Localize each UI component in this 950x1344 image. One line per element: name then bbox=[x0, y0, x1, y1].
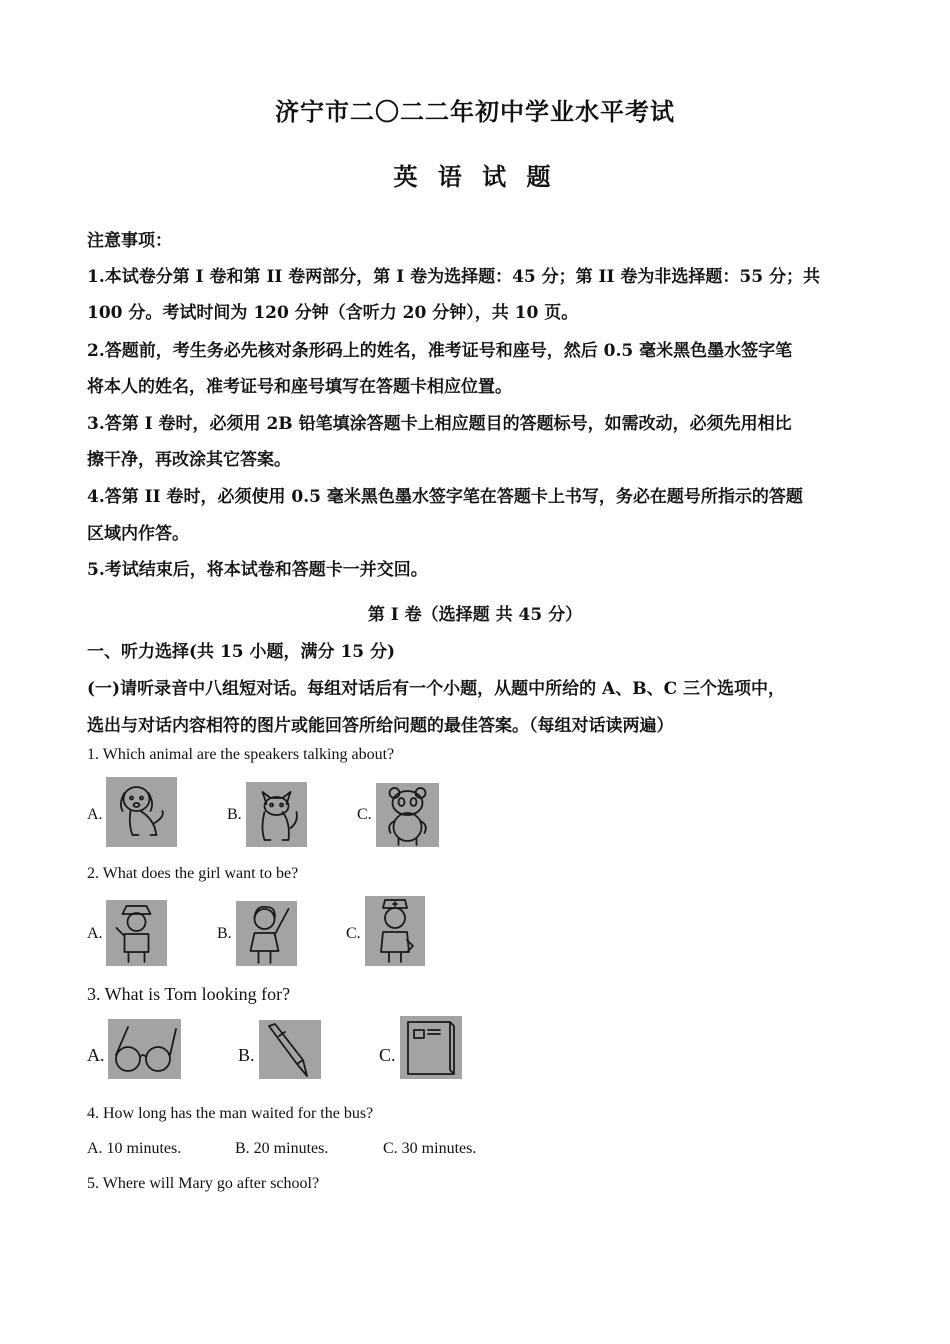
dog-icon bbox=[106, 777, 177, 847]
exam-title: 济宁市二〇二二年初中学业水平考试 bbox=[275, 97, 675, 126]
question-2-text: 2. What does the girl want to be? bbox=[87, 865, 299, 882]
option-label: C. bbox=[357, 806, 372, 823]
note-line: 4.答第 II 卷时，必须使用 0.5 毫米黑色墨水签字笔在答题卡上书写，务必在题号所指示的答题 bbox=[87, 487, 803, 507]
nurse-icon bbox=[365, 896, 425, 966]
option-label: A. bbox=[87, 925, 103, 942]
notes-heading: 注意事项： bbox=[87, 231, 172, 251]
option-label: A. bbox=[87, 806, 103, 823]
notebook-icon bbox=[400, 1016, 462, 1079]
question-1-text: 1. Which animal are the speakers talking about? bbox=[87, 746, 395, 763]
teacher-icon bbox=[236, 901, 297, 966]
part-instruction: 选出与对话内容相符的图片或能回答所给问题的最佳答案。（每组对话读两遍） bbox=[87, 716, 674, 736]
note-line: 将本人的姓名，准考证号和座号填写在答题卡相应位置。 bbox=[87, 377, 512, 397]
option-label: B. bbox=[238, 1045, 255, 1065]
note-line: 擦干净，再改涂其它答案。 bbox=[87, 450, 291, 470]
option-text: A. 10 minutes. bbox=[87, 1140, 182, 1157]
option-text: B. 20 minutes. bbox=[235, 1140, 329, 1157]
part-instruction: (一)请听录音中八组短对话。每组对话后有一个小题，从题中所给的 A、B、C 三个选项中， bbox=[87, 679, 786, 699]
question-3-text: 3. What is Tom looking for? bbox=[87, 984, 291, 1004]
section-title: 第 I 卷（选择题 共 45 分） bbox=[367, 605, 583, 625]
option-label: B. bbox=[217, 925, 232, 942]
cat-icon bbox=[246, 782, 307, 847]
option-text: C. 30 minutes. bbox=[383, 1140, 477, 1157]
exam-subtitle: 英 语 试 题 bbox=[393, 162, 557, 191]
note-line: 2.答题前，考生务必先核对条形码上的姓名，准考证号和座号，然后 0.5 毫米黑色墨水签字笔 bbox=[87, 341, 793, 361]
police-officer-icon bbox=[106, 900, 167, 966]
question-4-text: 4. How long has the man waited for the bus? bbox=[87, 1105, 374, 1122]
note-line: 区域内作答。 bbox=[87, 524, 189, 544]
note-line: 5.考试结束后，将本试卷和答题卡一并交回。 bbox=[87, 560, 428, 580]
option-label: A. bbox=[87, 1045, 105, 1065]
option-label: C. bbox=[379, 1045, 396, 1065]
panda-icon bbox=[376, 783, 439, 847]
option-label: C. bbox=[346, 925, 361, 942]
option-label: B. bbox=[227, 806, 242, 823]
part-heading: 一、听力选择(共 15 小题，满分 15 分) bbox=[87, 642, 396, 662]
note-line: 1.本试卷分第 I 卷和第 II 卷两部分，第 I 卷为选择题：45 分；第 II 卷为非选择题：55 分；共 bbox=[87, 267, 820, 287]
question-5-text: 5. Where will Mary go after school? bbox=[87, 1175, 320, 1192]
glasses-icon bbox=[108, 1019, 181, 1079]
pen-icon bbox=[259, 1020, 321, 1079]
note-line: 3.答第 I 卷时，必须用 2B 铅笔填涂答题卡上相应题目的答题标号，如需改动，必须先用相比 bbox=[87, 414, 792, 434]
note-line: 100 分。考试时间为 120 分钟（含听力 20 分钟），共 10 页。 bbox=[87, 303, 579, 323]
